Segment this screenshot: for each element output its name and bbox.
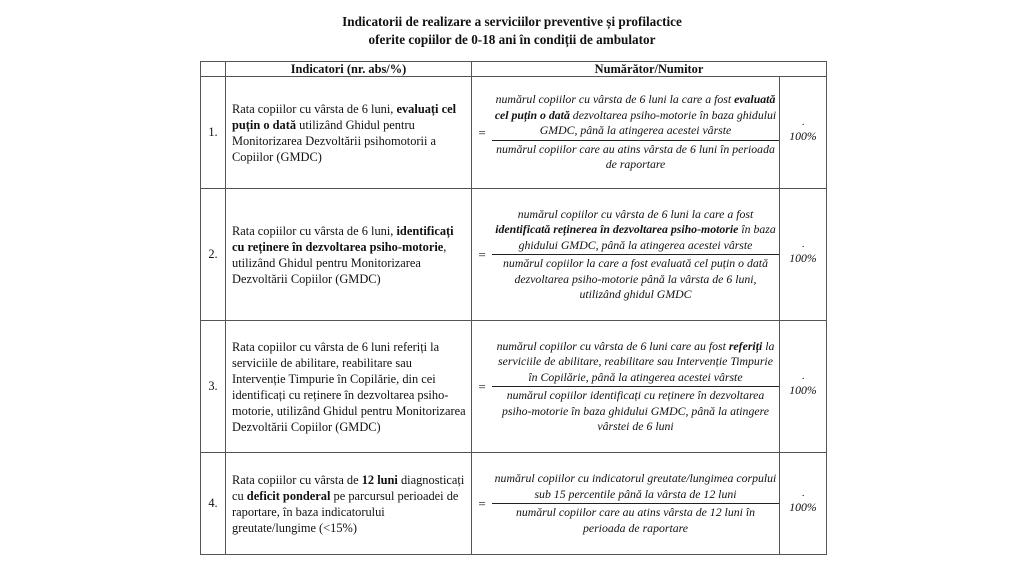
denominator: numărul copiilor care au atins vârsta de 12 luni în perioada de raportare — [515, 505, 756, 535]
numerator: numărul copiilor cu vârsta de 6 luni la care a fost identificată reținerea în dezvoltarea psiho-motorie în baza ghidului GMDC, până la atingerea acestei vârste — [492, 207, 779, 256]
table-row — [201, 77, 827, 189]
row-number: 1. — [201, 77, 226, 189]
fraction — [492, 207, 779, 303]
table-row — [201, 321, 827, 453]
fraction — [492, 339, 779, 435]
indicator-text: Rata copiilor cu vârsta de 6 luni, evaluați cel puțin o dată utilizând Ghidul pentru Monitorizarea Dezvoltării psihomotorii a Copiilor (GMDC) — [226, 77, 472, 189]
denominator: numărul copiilor identificați cu reținere în dezvoltarea psiho-motorie în baza ghidului GMDC, până la atingere vârstei de 6 luni — [502, 388, 769, 433]
document-title-line-1: Indicatorii de realizare a serviciilor preventive și profilactice — [342, 14, 682, 29]
indicator-text: Rata copiilor cu vârsta de 12 luni diagnosticați cu deficit ponderal pe parcursul perioadei de raportare, în baza indicatorului greutate/lungime (<15%) — [226, 453, 472, 555]
table-row — [201, 189, 827, 321]
row-number: 4. — [201, 453, 226, 555]
formula-cell — [472, 453, 780, 555]
row-number: 3. — [201, 321, 226, 453]
fraction — [492, 471, 779, 536]
fraction — [492, 92, 779, 173]
numerator: numărul copiilor cu indicatorul greutate/lungimea corpului sub 15 percentile până la vârsta de 12 luni — [492, 471, 779, 504]
denominator: numărul copiilor la care a fost evaluată cel puțin o dată dezvoltarea psiho-motorie până la vârsta de 6 luni, utilizând ghidul GMDC — [503, 256, 768, 301]
header-indicators: Indicatori (nr. abs/%) — [226, 62, 472, 77]
indicators-table — [200, 61, 827, 555]
equals-sign: = — [478, 246, 486, 262]
multiplier-cell: · 100% — [780, 189, 827, 321]
indicator-text: Rata copiilor cu vârsta de 6 luni referiți la serviciile de abilitare, reabilitare sau Intervenție Timpurie în Copilărie, din cei identificați cu reținere în dezvoltarea psiho-motorie, utilizând Ghidul pentru Monitorizarea Dezvoltării Copiilor (GMDC) — [226, 321, 472, 453]
multiplier-cell: · 100% — [780, 77, 827, 189]
denominator: numărul copiilor care au atins vârsta de 6 luni în perioada de raportare — [496, 141, 775, 172]
indicator-text: Rata copiilor cu vârsta de 6 luni, identificați cu reținere în dezvoltarea psiho-motorie, utilizând Ghidul pentru Monitorizarea Dezvoltării Copiilor (GMDC) — [226, 189, 472, 321]
numerator: numărul copiilor cu vârsta de 6 luni care au fost referiți la serviciile de abilitare, reabilitare sau Intervenție Timpurie în Copilărie, până la atingerea acestei vârste — [492, 339, 779, 388]
equals-sign: = — [478, 378, 486, 394]
formula-cell — [472, 189, 780, 321]
header-formula: Numărător/Numitor — [472, 62, 827, 77]
numerator: numărul copiilor cu vârsta de 6 luni la care a fost evaluată cel puțin o dată dezvoltarea psiho-motorie în baza ghidului GMDC, până la atingerea acestei vârste — [492, 92, 779, 141]
equals-sign: = — [478, 124, 486, 140]
equals-sign: = — [478, 495, 486, 511]
row-number: 2. — [201, 189, 226, 321]
formula-cell — [472, 77, 780, 189]
multiplier-cell: · 100% — [780, 453, 827, 555]
formula-cell — [472, 321, 780, 453]
table-header-row — [201, 62, 827, 77]
document-title-line-2: oferite copiilor de 0-18 ani în condiții de ambulator — [368, 32, 656, 47]
table-row — [201, 453, 827, 555]
header-number — [201, 62, 226, 77]
multiplier-cell: · 100% — [780, 321, 827, 453]
